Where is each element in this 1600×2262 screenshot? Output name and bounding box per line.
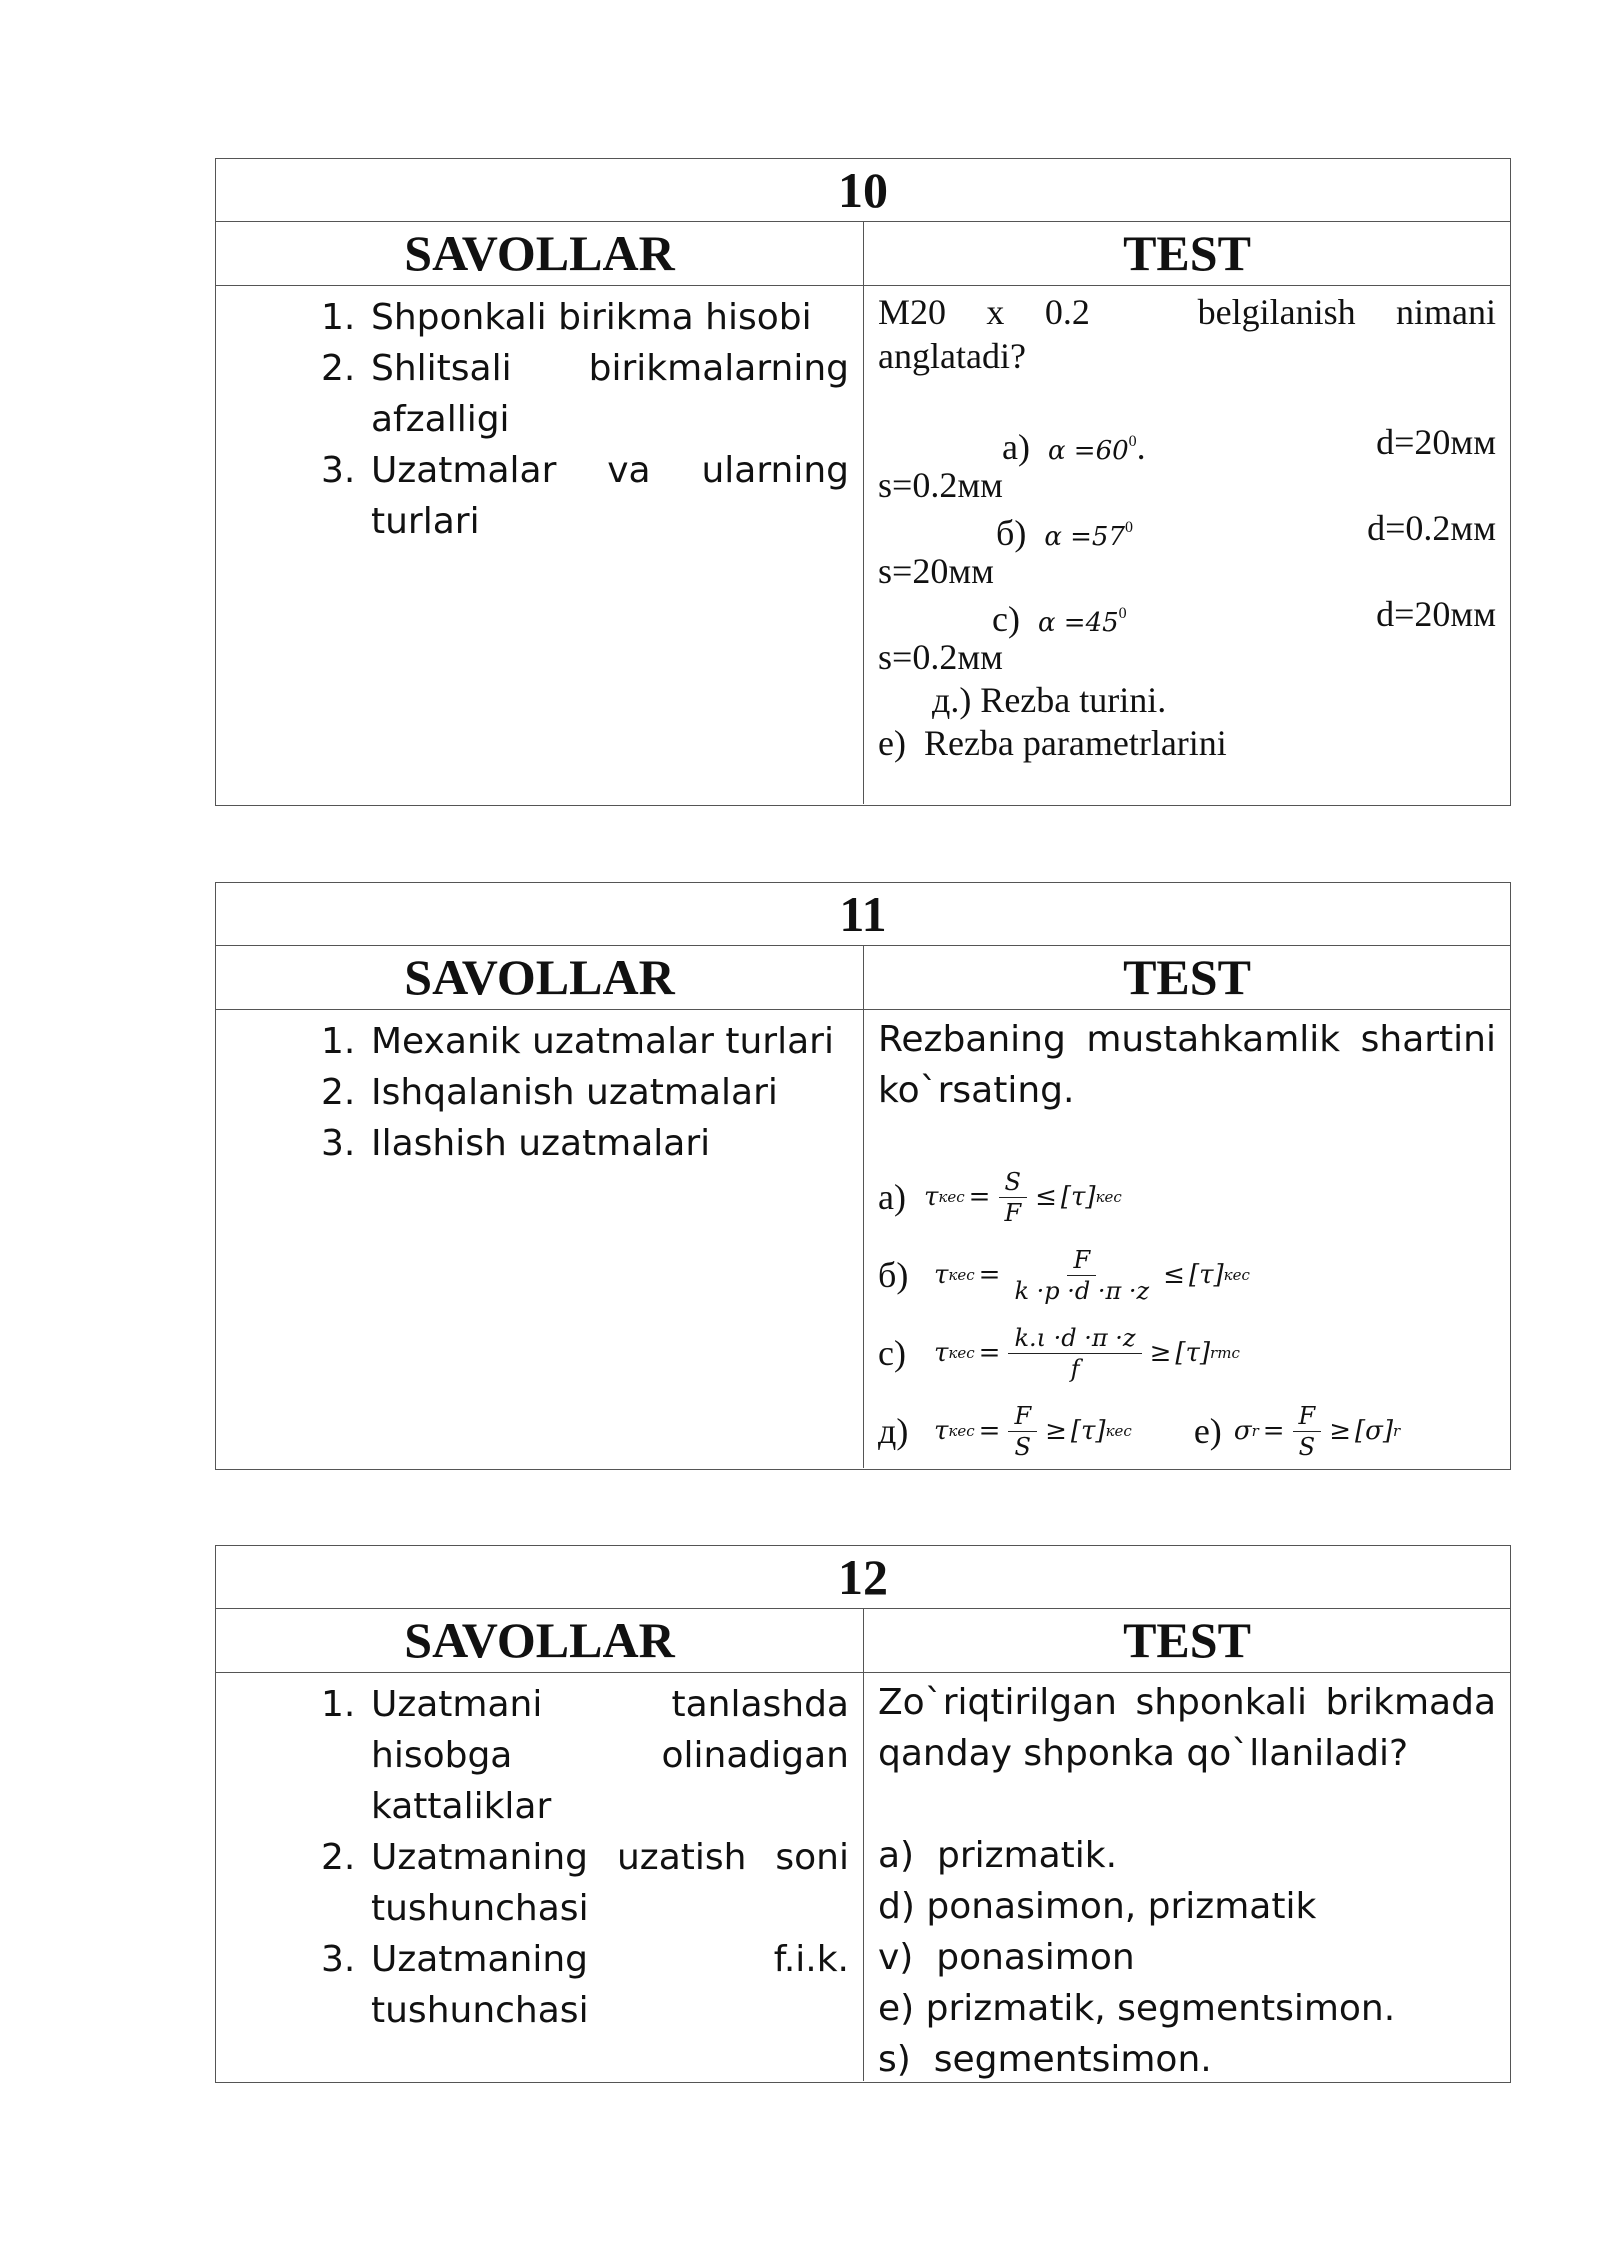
questions-cell	[216, 286, 864, 804]
option-c: c) $\alpha =45^0$ d=20мм	[992, 594, 1496, 639]
card-number: 12	[216, 1546, 1510, 1609]
option-c-s: s=0.2мм	[878, 637, 1003, 677]
list-item: 2. Uzatmaning uzatish soni tushunchasi	[321, 1832, 849, 1934]
card-body	[216, 1673, 1510, 2081]
savollar-header: SAVOLLAR	[216, 946, 864, 1009]
list-item: 2. Ishqalanish uzatmalari	[321, 1067, 849, 1118]
card-body	[216, 1010, 1510, 1468]
formula-a: a) τ кес = $\frac{S}{F}$ ≤ [τ] кес	[878, 1167, 1122, 1227]
option-b: б) $\alpha =57^0$ d=0.2мм	[996, 508, 1496, 553]
list-item: 1. Uzatmani tanlashda hisobga olinadigan kattaliklar	[321, 1679, 849, 1832]
savollar-header: SAVOLLAR	[216, 1609, 864, 1672]
questions-cell	[216, 1673, 864, 2081]
test-cell	[864, 1673, 1510, 2081]
question-text: Shlitsali birikmalarning afzalligi	[371, 348, 849, 440]
test-question-cont: anglatadi?	[878, 336, 1026, 376]
option-d: d) ponasimon, prizmatik	[878, 1886, 1317, 1927]
question-text: Uzatmani tanlashda hisobga olinadigan kattaliklar	[371, 1684, 849, 1827]
list-item: 3. Uzatmaning f.i.k. tushunchasi	[321, 1934, 849, 2036]
option-a: a) prizmatik.	[878, 1835, 1118, 1876]
test-question: M20 x 0.2 belgilanish nimani	[878, 292, 1496, 332]
option-a: a) $\alpha =60^0$. d=20мм	[1002, 422, 1496, 467]
question-text: Mexanik uzatmalar turlari	[371, 1021, 834, 1062]
test-cell	[864, 286, 1510, 804]
card-12	[215, 1545, 1511, 2083]
question-text: Shponkali birikma hisobi	[371, 297, 812, 338]
test-question: Rezbaning mustahkamlik shartini ko`rsating.	[878, 1019, 1496, 1111]
card-header	[216, 1609, 1510, 1673]
savollar-header: SAVOLLAR	[216, 222, 864, 285]
list-item: 3. Uzatmalar va ularning turlari	[321, 445, 849, 547]
test-header: TEST	[1123, 225, 1251, 281]
test-header: TEST	[1123, 1612, 1251, 1668]
list-item: 2. Shlitsali birikmalarning afzalligi	[321, 343, 849, 445]
card-10	[215, 158, 1511, 806]
option-a-s: s=0.2мм	[878, 465, 1003, 505]
card-body	[216, 286, 1510, 804]
formula-c: c) τ кес = $\frac{k.\iota \cdot d \cdot\pi \cdot z}{f}$ ≥ [τ] rтс	[878, 1323, 1240, 1383]
question-list	[321, 292, 849, 547]
question-text: Ishqalanish uzatmalari	[371, 1072, 778, 1113]
test-header: TEST	[1123, 949, 1251, 1005]
card-number: 10	[216, 159, 1510, 222]
option-s: s) segmentsimon.	[878, 2039, 1212, 2080]
list-item: 3. Ilashish uzatmalari	[321, 1118, 849, 1169]
option-v: v) ponasimon	[878, 1937, 1135, 1978]
card-11	[215, 882, 1511, 1470]
question-list	[321, 1016, 849, 1169]
question-text: Uzatmalar va ularning turlari	[371, 450, 849, 542]
questions-cell	[216, 1010, 864, 1468]
test-question: Zo`riqtirilgan shponkali brikmada qanday shponka qo`llaniladi?	[878, 1682, 1496, 1774]
question-list	[321, 1679, 849, 2036]
card-header	[216, 222, 1510, 286]
option-e: e) prizmatik, segmentsimon.	[878, 1988, 1396, 2029]
test-cell	[864, 1010, 1510, 1468]
option-d: д.) Rezba turini.	[932, 680, 1167, 720]
question-text: Uzatmaning uzatish soni tushunchasi	[371, 1837, 849, 1929]
option-e: e) Rezba parametrlarini	[878, 723, 1227, 763]
list-item: 1. Mexanik uzatmalar turlari	[321, 1016, 849, 1067]
question-text: Uzatmaning f.i.k. tushunchasi	[371, 1939, 849, 2031]
question-text: Ilashish uzatmalari	[371, 1123, 711, 1164]
card-number: 11	[216, 883, 1510, 946]
card-header	[216, 946, 1510, 1010]
formula-d-e: д) τ кес = $\frac{F}{S}$ ≥ [τ] кес e) σ r = $\frac{F}{S}$ ≥ [σ] r	[878, 1401, 1401, 1461]
formula-b: б) τ кес = $\frac{F}{k \cdot p \cdot d \cdot\pi \cdot z}$ ≤ [τ] кес	[878, 1245, 1250, 1305]
option-b-s: s=20мм	[878, 551, 994, 591]
list-item: 1. Shponkali birikma hisobi	[321, 292, 849, 343]
